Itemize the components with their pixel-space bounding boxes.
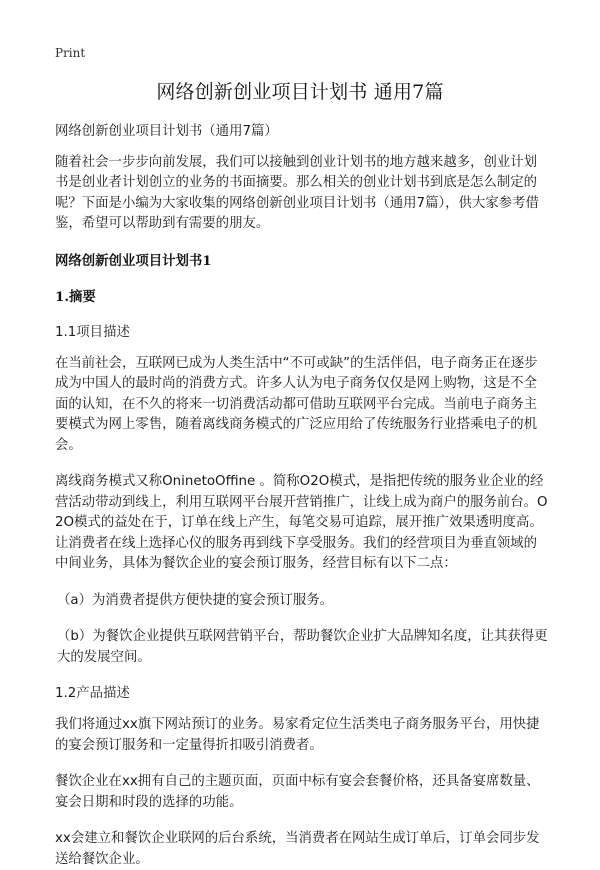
project-description-paragraph-1: 在当前社会，互联网已成为人类生活中“不可或缺”的生活伴侣，电子商务正在逐步成为中国人的最时尚的消费方式。许多人认为电子商务仅仅是网上购物，这是不全面的认知，在不久的将来一切消费活动都可借助互联网平台完成。当前电子商务主要模式为网上零售，随着离线商务模式的广泛应用给了传统服务行业搭乘电子的机会。 [55,355,538,453]
summary-heading: 1.摘要 [55,288,96,305]
intro-paragraph: 随着社会一步步向前发展，我们可以接触到创业计划书的地方越来越多，创业计划书是创业者计划创立的业务的书面摘要。那么相关的创业计划书到底是怎么制定的呢？下面是小编为大家收集的网络创新创业项目计划书（通用7篇），供大家参考借鉴，希望可以帮助到有需要的朋友。 [55,154,539,231]
goal-item-b: （b）为餐饮企业提供互联网营销平台，帮助餐饮企业扩大品牌知名度，让其获得更大的发展空间。 [57,629,548,665]
subsection-heading-1-2: 1.2产品描述 [55,686,130,701]
product-description-paragraph-2: 餐饮企业在xx拥有自己的主题页面，页面中标有宴会套餐价格，还具备宴席数量、宴会日期和时段的选择的功能。 [55,774,540,810]
article-body [55,122,548,870]
product-description-paragraph-3: xx会建立和餐饮企业联网的后台系统，当消费者在网站生成订单后，订单会同步发送给餐饮企业。 [55,831,540,867]
project-description-paragraph-2: 离线商务模式又称OninetoOffine 。简称O2O模式，是指把传统的服务业企业的经营活动带动到线上，利用互联网平台展开营销推广，让线上成为商户的服务前台。O2O模式的益处在于，订单在线上产生，每笔交易可追踪，展开推广效果透明度高。让消费者在线上选择心仪的服务再到线下享受服务。我们的经营项目为垂直领域的中间业务，具体为餐饮企业的宴会预订服务，经营目标有以下二点： [55,474,548,571]
article-subtitle: 网络创新创业项目计划书（通用7篇） [55,124,278,139]
goal-item-a: （a）为消费者提供方便快捷的宴会预订服务。 [57,592,334,608]
print-link[interactable]: Print [55,46,86,60]
section-heading: 网络创新创业项目计划书1 [55,252,212,269]
subsection-heading-1-1: 1.1项目描述 [55,324,130,340]
page-title: 网络创新创业项目计划书 通用7篇 [156,81,444,103]
product-description-paragraph-1: 我们将通过xx旗下网站预订的业务。易家肴定位生活类电子商务服务平台，用快捷的宴会预订服务和一定量得折扣吸引消费者。 [55,717,540,753]
